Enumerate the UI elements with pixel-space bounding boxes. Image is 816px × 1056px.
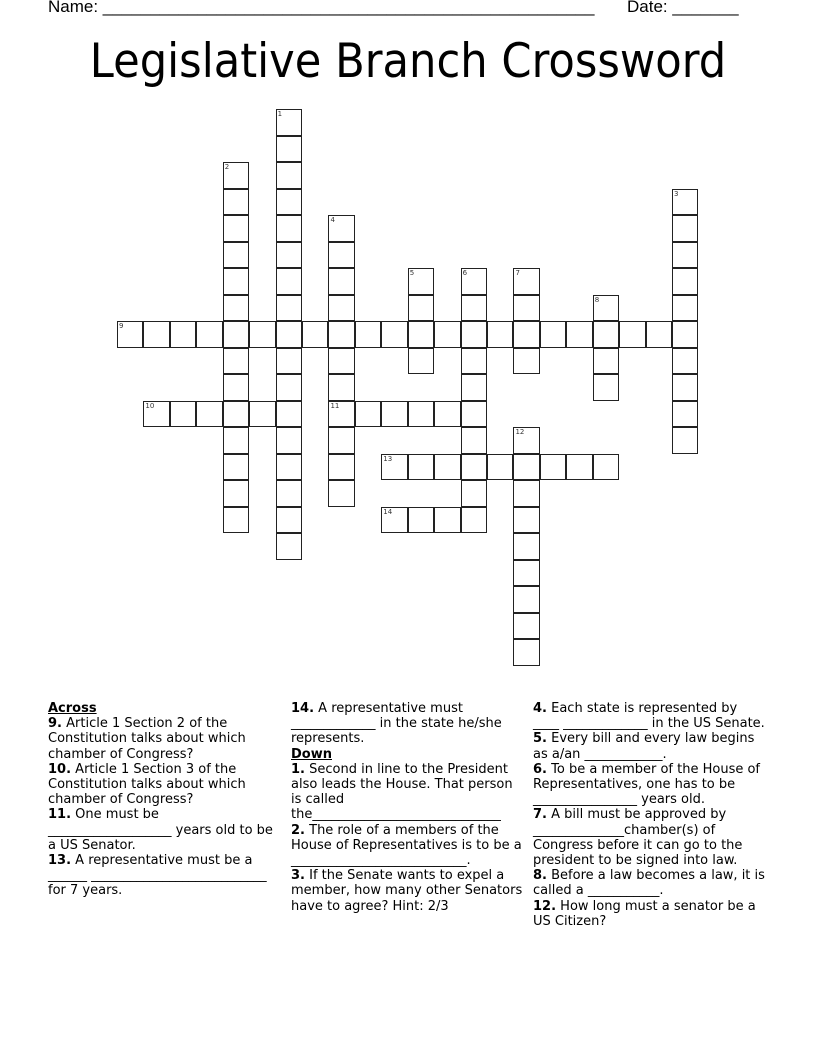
- crossword-cell[interactable]: [513, 348, 539, 375]
- clue-number: 9.: [48, 716, 62, 732]
- crossword-cell[interactable]: [487, 454, 513, 481]
- clue-text: Every bill and every law begins as a/an ____________.: [533, 731, 755, 762]
- crossword-grid: [117, 109, 717, 669]
- crossword-cell[interactable]: [328, 480, 354, 507]
- crossword-cell[interactable]: [223, 507, 249, 534]
- crossword-cell[interactable]: [196, 321, 222, 348]
- crossword-cell[interactable]: [328, 295, 354, 322]
- clue-down-6: [533, 762, 765, 808]
- down-heading: Down: [291, 746, 332, 762]
- clues-column-1: [48, 701, 280, 899]
- clue-number: 1.: [291, 761, 305, 777]
- clue-number-label: 12: [515, 428, 525, 436]
- crossword-cell[interactable]: [328, 242, 354, 269]
- crossword-cell[interactable]: [117, 321, 143, 348]
- crossword-cell[interactable]: [223, 374, 249, 401]
- clue-text: Each state is represented by ____ _____________ in the US Senate.: [533, 701, 765, 732]
- across-heading: Across: [48, 701, 97, 716]
- crossword-cell[interactable]: [143, 321, 169, 348]
- crossword-cell[interactable]: [328, 401, 354, 428]
- clue-down-4: [533, 701, 765, 731]
- crossword-cell[interactable]: [461, 268, 487, 295]
- clue-number: 8.: [533, 868, 547, 884]
- crossword-cell[interactable]: [223, 189, 249, 216]
- page-title: Legislative Branch Crossword: [89, 34, 727, 89]
- clue-across-14: [291, 701, 523, 747]
- crossword-cell[interactable]: [461, 374, 487, 401]
- crossword-cell[interactable]: [223, 348, 249, 375]
- crossword-cell[interactable]: [328, 268, 354, 295]
- crossword-cell[interactable]: [170, 321, 196, 348]
- crossword-cell[interactable]: [513, 639, 539, 666]
- clue-text: Second in line to the President also leads the House. That person is called the_____________________________: [291, 761, 513, 823]
- clue-number-label: 14: [383, 507, 393, 516]
- crossword-cell[interactable]: [672, 374, 698, 401]
- clue-text: Before a law becomes a law, it is called a ___________.: [533, 868, 765, 899]
- crossword-cell[interactable]: [355, 401, 381, 428]
- crossword-cell[interactable]: [276, 374, 302, 401]
- clue-number-label: 10: [145, 401, 155, 410]
- crossword-cell[interactable]: [328, 374, 354, 401]
- date-field[interactable]: Date: _______: [627, 0, 739, 16]
- crossword-cell[interactable]: [328, 454, 354, 481]
- clue-number: 7.: [533, 807, 547, 823]
- crossword-cell[interactable]: [513, 480, 539, 507]
- crossword-cell[interactable]: [461, 480, 487, 507]
- crossword-cell[interactable]: [328, 427, 354, 454]
- crossword-cell[interactable]: [276, 189, 302, 216]
- crossword-cell[interactable]: [276, 295, 302, 322]
- crossword-cell[interactable]: [355, 321, 381, 348]
- crossword-cell[interactable]: [672, 268, 698, 295]
- clue-number: 11.: [48, 807, 72, 823]
- crossword-cell[interactable]: [487, 321, 513, 348]
- clue-across-13: [48, 853, 280, 899]
- crossword-cell[interactable]: [276, 109, 302, 136]
- crossword-cell[interactable]: [223, 215, 249, 242]
- crossword-cell[interactable]: [513, 427, 539, 454]
- crossword-cell[interactable]: [408, 507, 434, 534]
- clue-down-8: [533, 868, 765, 898]
- crossword-cell[interactable]: [276, 427, 302, 454]
- name-field[interactable]: Name: ____________________________________________________: [48, 0, 595, 16]
- crossword-cell[interactable]: [672, 348, 698, 375]
- crossword-cell[interactable]: [461, 507, 487, 534]
- clue-number-label: 8: [594, 295, 600, 304]
- crossword-cell[interactable]: [513, 321, 539, 348]
- crossword-cell[interactable]: [276, 268, 302, 295]
- crossword-cell[interactable]: [381, 321, 407, 348]
- crossword-cell[interactable]: [408, 268, 434, 295]
- clue-number-label: 6: [462, 269, 468, 277]
- crossword-cell[interactable]: [593, 348, 619, 375]
- crossword-cell[interactable]: [223, 427, 249, 454]
- clue-number: 13.: [48, 853, 72, 869]
- clue-down-12: [533, 899, 765, 929]
- clue-number-label: 7: [515, 269, 520, 277]
- crossword-cell[interactable]: [513, 533, 539, 560]
- crossword-cell[interactable]: [513, 613, 539, 640]
- crossword-cell[interactable]: [276, 321, 302, 348]
- crossword-cell[interactable]: [223, 242, 249, 269]
- crossword-cell[interactable]: [461, 348, 487, 375]
- crossword-cell[interactable]: [328, 215, 354, 242]
- clue-text: A bill must be approved by ______________chamber(s) of Congress before it can go to the president to be signed into law.: [533, 807, 743, 869]
- crossword-cell[interactable]: [593, 454, 619, 481]
- crossword-cell[interactable]: [593, 295, 619, 322]
- clue-number: 2.: [291, 822, 305, 838]
- crossword-cell[interactable]: [513, 295, 539, 322]
- crossword-cell[interactable]: [302, 321, 328, 348]
- clue-number-label: 1: [277, 110, 283, 118]
- clues-column-2: [291, 701, 523, 914]
- crossword-cell[interactable]: [461, 427, 487, 454]
- crossword-cell[interactable]: [461, 454, 487, 481]
- clue-number-label: 2: [224, 163, 230, 171]
- crossword-cell[interactable]: [328, 348, 354, 375]
- clue-number-label: 4: [330, 216, 335, 224]
- crossword-cell[interactable]: [196, 401, 222, 428]
- clue-down-3: [291, 868, 523, 914]
- crossword-cell[interactable]: [461, 401, 487, 428]
- clue-number: 14.: [291, 701, 315, 716]
- crossword-cell[interactable]: [672, 295, 698, 322]
- clue-down-5: [533, 731, 765, 761]
- crossword-cell[interactable]: [513, 268, 539, 295]
- crossword-cell[interactable]: [672, 189, 698, 216]
- clue-number-label: 9: [119, 322, 124, 330]
- clue-across-10: [48, 762, 280, 808]
- clue-number: 5.: [533, 731, 547, 747]
- crossword-cell[interactable]: [223, 321, 249, 348]
- crossword-cell[interactable]: [408, 401, 434, 428]
- clue-text: How long must a senator be a US Citizen?: [533, 898, 756, 929]
- crossword-cell[interactable]: [276, 401, 302, 428]
- clue-down-2: [291, 823, 523, 869]
- crossword-cell[interactable]: [672, 401, 698, 428]
- crossword-cell[interactable]: [408, 321, 434, 348]
- clue-text: If the Senate wants to expel a member, how many other Senators have to agree? Hint: 2/3: [291, 868, 523, 914]
- crossword-cell[interactable]: [672, 242, 698, 269]
- crossword-cell[interactable]: [566, 454, 592, 481]
- clue-text: The role of a members of the House of Representatives is to be a ___________________________.: [291, 822, 522, 869]
- crossword-cell[interactable]: [381, 507, 407, 534]
- crossword-cell[interactable]: [381, 401, 407, 428]
- crossword-cell[interactable]: [513, 507, 539, 534]
- crossword-cell[interactable]: [619, 321, 645, 348]
- crossword-cell[interactable]: [672, 321, 698, 348]
- crossword-cell[interactable]: [223, 295, 249, 322]
- crossword-cell[interactable]: [593, 321, 619, 348]
- crossword-cell[interactable]: [276, 480, 302, 507]
- crossword-cell[interactable]: [381, 454, 407, 481]
- crossword-cell[interactable]: [143, 401, 169, 428]
- crossword-cell[interactable]: [408, 348, 434, 375]
- crossword-cell[interactable]: [672, 427, 698, 454]
- crossword-cell[interactable]: [434, 401, 460, 428]
- crossword-cell[interactable]: [434, 321, 460, 348]
- clue-number-label: 5: [409, 269, 415, 277]
- clue-number: 10.: [48, 761, 72, 777]
- crossword-cell[interactable]: [276, 215, 302, 242]
- clue-across-11: [48, 807, 280, 853]
- crossword-cell[interactable]: [223, 162, 249, 189]
- clue-number: 12.: [533, 898, 557, 914]
- crossword-cell[interactable]: [513, 454, 539, 481]
- clue-down-7: [533, 807, 765, 868]
- crossword-cell[interactable]: [593, 374, 619, 401]
- crossword-cell[interactable]: [276, 242, 302, 269]
- crossword-cell[interactable]: [408, 454, 434, 481]
- crossword-cell[interactable]: [540, 454, 566, 481]
- crossword-cell[interactable]: [276, 348, 302, 375]
- crossword-cell[interactable]: [249, 321, 275, 348]
- crossword-cell[interactable]: [276, 454, 302, 481]
- crossword-cell[interactable]: [223, 401, 249, 428]
- clue-across-9: [48, 716, 280, 762]
- crossword-cell[interactable]: [434, 454, 460, 481]
- clue-number-label: 3: [674, 189, 679, 198]
- crossword-cell[interactable]: [513, 586, 539, 613]
- crossword-cell[interactable]: [540, 321, 566, 348]
- crossword-cell[interactable]: [328, 321, 354, 348]
- crossword-cell[interactable]: [276, 162, 302, 189]
- clues-column-3: [533, 701, 765, 929]
- crossword-cell[interactable]: [646, 321, 672, 348]
- clue-number: 4.: [533, 701, 547, 716]
- clue-number: 3.: [291, 868, 305, 884]
- crossword-cell[interactable]: [513, 560, 539, 587]
- clue-text: A representative must be a ______ ___________________________ for 7 years.: [48, 853, 267, 899]
- crossword-cell[interactable]: [461, 295, 487, 322]
- crossword-cell[interactable]: [672, 215, 698, 242]
- crossword-cell[interactable]: [276, 507, 302, 534]
- clue-number: 6.: [533, 761, 547, 777]
- crossword-cell[interactable]: [408, 295, 434, 322]
- clue-down-1: [291, 762, 523, 823]
- crossword-cell[interactable]: [276, 136, 302, 163]
- crossword-cell[interactable]: [434, 507, 460, 534]
- crossword-cell[interactable]: [461, 321, 487, 348]
- clue-text: A representative must _____________ in the state he/she represents.: [291, 701, 502, 747]
- crossword-cell[interactable]: [223, 268, 249, 295]
- crossword-cell[interactable]: [566, 321, 592, 348]
- clue-number-label: 13: [383, 454, 393, 463]
- clue-text: Article 1 Section 3 of the Constitution talks about which chamber of Congress?: [48, 761, 246, 808]
- clue-number-label: 11: [330, 401, 340, 410]
- crossword-cell[interactable]: [223, 454, 249, 481]
- crossword-cell[interactable]: [249, 401, 275, 428]
- crossword-cell[interactable]: [170, 401, 196, 428]
- clue-text: One must be ___________________ years old to be a US Senator.: [48, 807, 273, 853]
- crossword-cell[interactable]: [223, 480, 249, 507]
- clue-text: To be a member of the House of Representatives, one has to be ________________ years old.: [533, 761, 761, 808]
- crossword-cell[interactable]: [276, 533, 302, 560]
- clue-text: Article 1 Section 2 of the Constitution talks about which chamber of Congress?: [48, 716, 246, 762]
